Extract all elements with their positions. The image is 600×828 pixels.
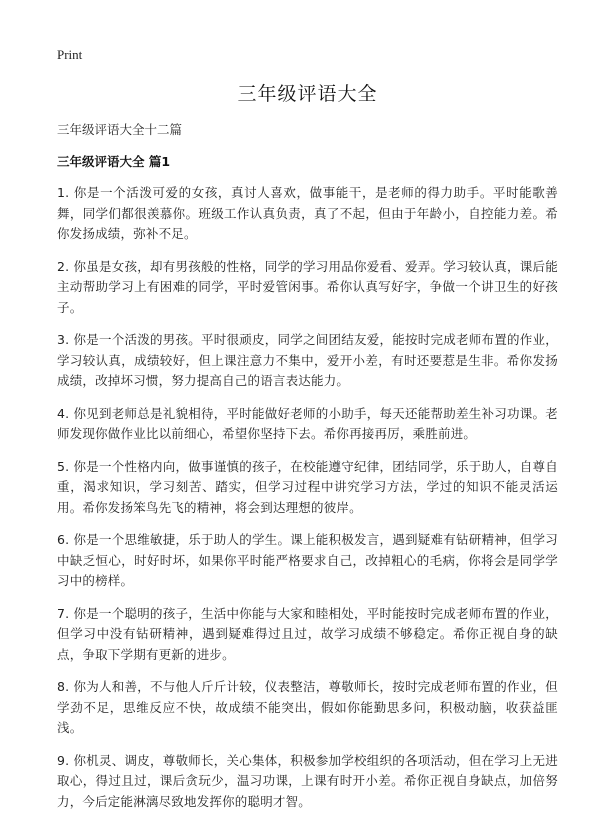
document-title: 三年级评语大全: [237, 83, 378, 105]
paragraph: 8. 你为人和善，不与他人斤斤计较，仪表整洁，尊敬师长，按时完成老师布置的作业，但学劲不足，思维反应不快，故成绩不能突出，假如你能勤思多问，积极动脑，收获益匪浅。: [57, 679, 558, 735]
section-heading: 三年级评语大全 篇1: [57, 154, 171, 169]
print-link[interactable]: Print: [57, 47, 83, 62]
document-subtitle: 三年级评语大全十二篇: [57, 122, 183, 137]
paragraph: 7. 你是一个聪明的孩子，生活中你能与大家和睦相处，平时能按时完成老师布置的作业，但学习中没有钻研精神，遇到疑难得过且过，故学习成绩不够稳定。希你正视自身的缺点，争取下学期有更新的进步。: [57, 605, 558, 662]
paragraph: 9. 你机灵、调皮，尊敬师长，关心集体，积极参加学校组织的各项活动，但在学习上无进取心，得过且过，课后贪玩少，温习功课，上课有时开小差。希你正视自身缺点，加倍努力，今后定能淋漓尽致地发挥你的聪明才智。: [57, 752, 558, 809]
paragraph: 6. 你是一个思维敏捷，乐于助人的学生。课上能积极发言，遇到疑难有钻研精神，但学习中缺乏恒心，时好时坏，如果你平时能严格要求自己，改掉粗心的毛病，你将会是同学学习中的榜样。: [57, 532, 558, 588]
paragraph: 5. 你是一个性格内向，做事谨慎的孩子，在校能遵守纪律，团结同学，乐于助人，自尊自重，渴求知识，学习刻苦、踏实，但学习过程中讲究学习方法，学过的知识不能灵活运用。希你发扬笨鸟先飞的精神，将会到达理想的彼岸。: [57, 458, 558, 515]
paragraph: 3. 你是一个活泼的男孩。平时很顽皮，同学之间团结友爱，能按时完成老师布置的作业，学习较认真，成绩较好，但上课注意力不集中，爱开小差，有时还要惹是生非。希你发扬成绩，改掉坏习惯，努力提高自己的语言表达能力。: [57, 332, 558, 388]
paragraph: 2. 你虽是女孩，却有男孩般的性格，同学的学习用品你爱看、爱弄。学习较认真，课后能主动帮助学习上有困难的同学，平时爱管闲事。希你认真写好字，争做一个讲卫生的好孩子。: [57, 258, 558, 315]
paragraph-list: [57, 183, 558, 812]
paragraph: 4. 你见到老师总是礼貌相待，平时能做好老师的小助手，每天还能帮助差生补习功课。老师发现你做作业比以前细心，希望你坚持下去。希你再接再厉，乘胜前进。: [57, 405, 558, 441]
paragraph: 1. 你是一个活泼可爱的女孩，真讨人喜欢，做事能干，是老师的得力助手。平时能歌善舞，同学们都很羡慕你。班级工作认真负责，真了不起，但由于年龄小，自控能力差。希你发扬成绩，弥补不足。: [57, 185, 558, 241]
